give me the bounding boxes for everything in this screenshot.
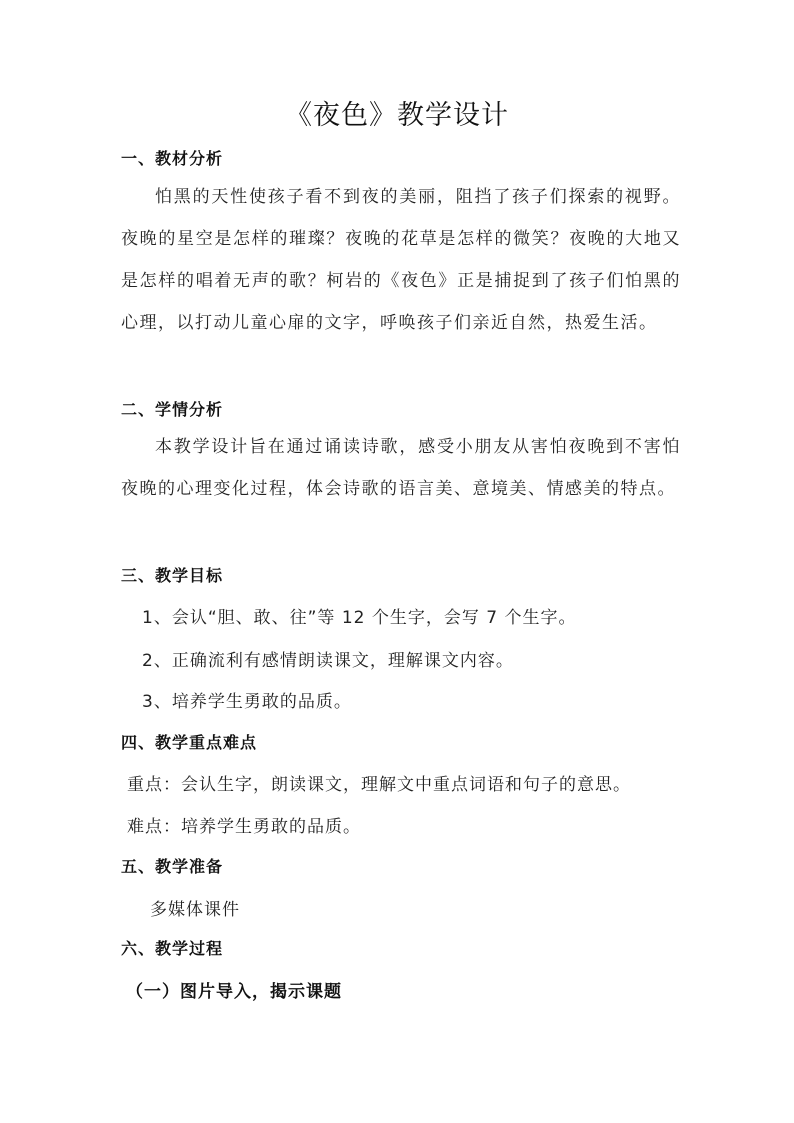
section-heading-key-difficult-points: 四、教学重点难点 xyxy=(121,733,258,752)
subsection-heading-picture-introduction: （一）图片导入，揭示课题 xyxy=(126,982,342,1002)
difficult-point-text: 难点：培养学生勇敢的品质。 xyxy=(127,817,361,837)
section-heading-teaching-process: 六、教学过程 xyxy=(121,939,224,958)
preparation-text: 多媒体课件 xyxy=(150,900,240,920)
section-heading-textbook-analysis: 一、教材分析 xyxy=(121,149,224,168)
paragraph-textbook-analysis: 怕黑的天性使孩子看不到夜的美丽，阻挡了孩子们探索的视野。夜晚的星空是怎样的璀璨？夜晚的花草是怎样的微笑？夜晚的大地又是怎样的唱着无声的歌？柯岩的《夜色》正是捕捉到了孩子们怕黑的心理，以打动儿童心扉的文字，呼唤孩子们亲近自然，热爱生活。 xyxy=(121,187,681,333)
section-heading-teaching-preparation: 五、教学准备 xyxy=(121,857,224,876)
goal-item: 3、培养学生勇敢的品质。 xyxy=(142,692,352,712)
goal-item: 2、正确流利有感情朗读课文，理解课文内容。 xyxy=(142,651,514,671)
section-heading-teaching-goals: 三、教学目标 xyxy=(121,566,224,585)
document-title: 《夜色》教学设计 xyxy=(285,100,509,131)
key-point-text: 重点：会认生字，朗读课文，理解文中重点词语和句子的意思。 xyxy=(127,775,631,795)
section-heading-learner-analysis: 二、学情分析 xyxy=(121,400,224,419)
goal-item: 1、会认“胆、敢、往”等 12 个生字，会写 7 个生字。 xyxy=(142,608,577,628)
paragraph-learner-analysis: 本教学设计旨在通过诵读诗歌，感受小朋友从害怕夜晚到不害怕夜晚的心理变化过程，体会诗歌的语言美、意境美、情感美的特点。 xyxy=(121,437,681,499)
